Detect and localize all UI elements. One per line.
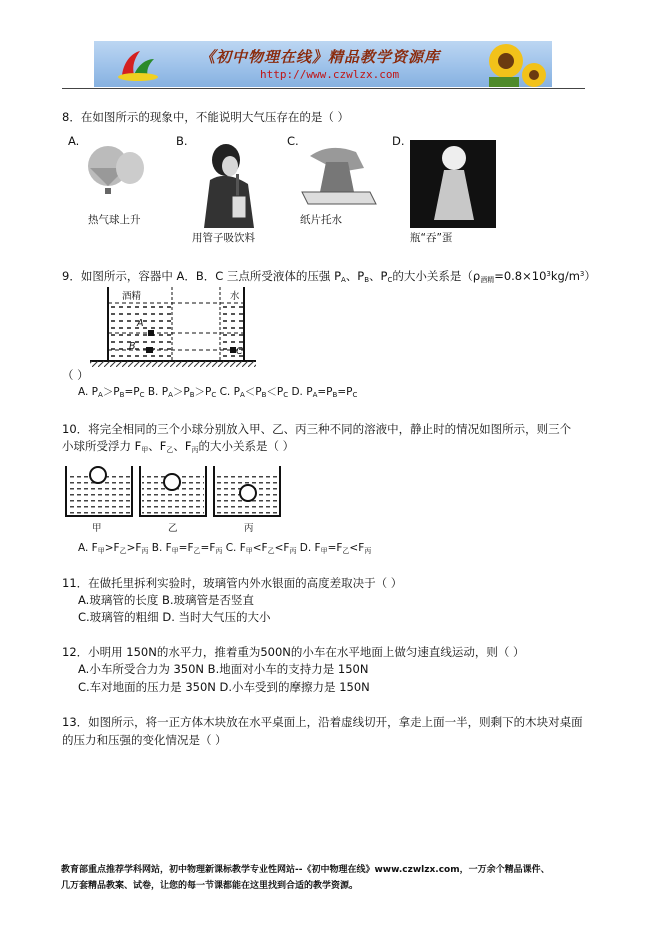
q8-option-c-caption: 纸片托水 <box>300 214 342 226</box>
q8-option-d-letter: D. <box>392 134 405 148</box>
point-b-label: B <box>129 341 136 352</box>
beaker-bing <box>214 466 280 516</box>
q13-stem-line2: 的压力和压强的变化情况是（ ） <box>62 733 227 747</box>
q9-stem: 9．如图所示，容器中 A．B．C 三点所受液体的压强 $P_A$、$P_B$、$P_C$的大小关系是$(\rho_{酒精}=0.8\times 10^3kg/m^3)$ <box>62 269 596 284</box>
footer-note <box>61 862 601 894</box>
q9-choices: A. $P_A>P_B=P_C$ B. $P_A>P_B>P_C$ C. $P_A<P_B<P_C$ D. $P_A=P_B=P_C$ <box>78 386 358 399</box>
paper-holds-water-image <box>300 138 378 210</box>
q9-blank: （ ） <box>62 368 89 382</box>
beaker-label-bing: 丙 <box>244 523 254 534</box>
q10-beakers-diagram <box>62 462 292 520</box>
beaker-yi <box>140 466 206 516</box>
point-a-label: A <box>137 318 144 329</box>
q10-choices: A. $F_甲>F_乙>F_丙$ B. $F_甲=F_乙=F_丙$ C. $F_甲<F_乙<F_丙$ D. $F_甲=F_乙<F_丙$ <box>78 542 372 555</box>
q11-options-row2: C.玻璃管的粗细 D. 当时大气压的大小 <box>78 610 271 624</box>
header-divider <box>62 88 585 89</box>
hot-air-balloon-image <box>78 142 154 210</box>
q12-stem: 12．小明用 150N的水平力，推着重为500N的小车在水平地面上做匀速直线运动，则（ ） <box>62 645 525 659</box>
beaker-jia <box>66 466 132 516</box>
q8-option-a-caption: 热气球上升 <box>88 214 141 226</box>
q8-stem: 8．在如图所示的现象中，不能说明大气压存在的是（ ） <box>62 110 349 124</box>
q8-option-a-letter: A. <box>68 134 80 148</box>
q10-stem-line1: 10．将完全相同的三个小球分别放入甲、乙、丙三种不同的溶液中，静止时的情况如图所示，则三个 <box>62 422 572 436</box>
footer-line1: 教育部重点推荐学科网站，初中物理新课标教学专业性网站--《初中物理在线》www.czwlzx.com，一万余个精品课件、 <box>61 865 550 875</box>
bottle-egg-image <box>410 140 496 228</box>
water-label: 水 <box>230 291 240 302</box>
beaker-label-yi: 乙 <box>168 523 178 534</box>
q8-option-c-letter: C. <box>287 134 299 148</box>
banner-title: 《初中物理在线》精品教学资源库 <box>200 48 441 66</box>
q11-options-row1: A.玻璃管的长度 B.玻璃管是否竖直 <box>78 593 255 607</box>
footer-line2: 几万套精品教案、试卷，让您的每一节课都能在这里找到合适的教学资源。 <box>61 881 359 891</box>
beaker-label-jia: 甲 <box>92 523 102 534</box>
sunflower-icon <box>489 44 546 87</box>
q11-stem: 11．在做托里拆利实验时，玻璃管内外水银面的高度差取决于（ ） <box>62 576 403 590</box>
q12-options-row2: C.车对地面的压力是 350N D.小车受到的摩擦力是 150N <box>78 680 370 694</box>
q8-option-d-caption: 瓶“吞”蛋 <box>410 232 453 244</box>
q8-option-b-caption: 用管子吸饮料 <box>192 232 255 244</box>
alcohol-label: 酒精 <box>122 291 142 302</box>
logo-icon <box>118 51 158 81</box>
drinking-straw-image <box>196 140 274 228</box>
header-banner <box>94 41 552 87</box>
point-c-label: C <box>236 346 243 357</box>
banner-url: http://www.czwlzx.com <box>260 68 400 81</box>
q13-stem-line1: 13．如图所示，将一正方体木块放在水平桌面上，沿着虚线切开，拿走上面一半，则剩下的木块对桌面 <box>62 715 583 729</box>
q8-option-b-letter: B. <box>176 134 188 148</box>
q10-stem-line2: 小球所受浮力 $F_甲$、$F_乙$、$F_丙$的大小关系是（ ） <box>62 439 295 454</box>
q12-options-row1: A.小车所受合力为 350N B.地面对小车的支持力是 150N <box>78 662 369 676</box>
